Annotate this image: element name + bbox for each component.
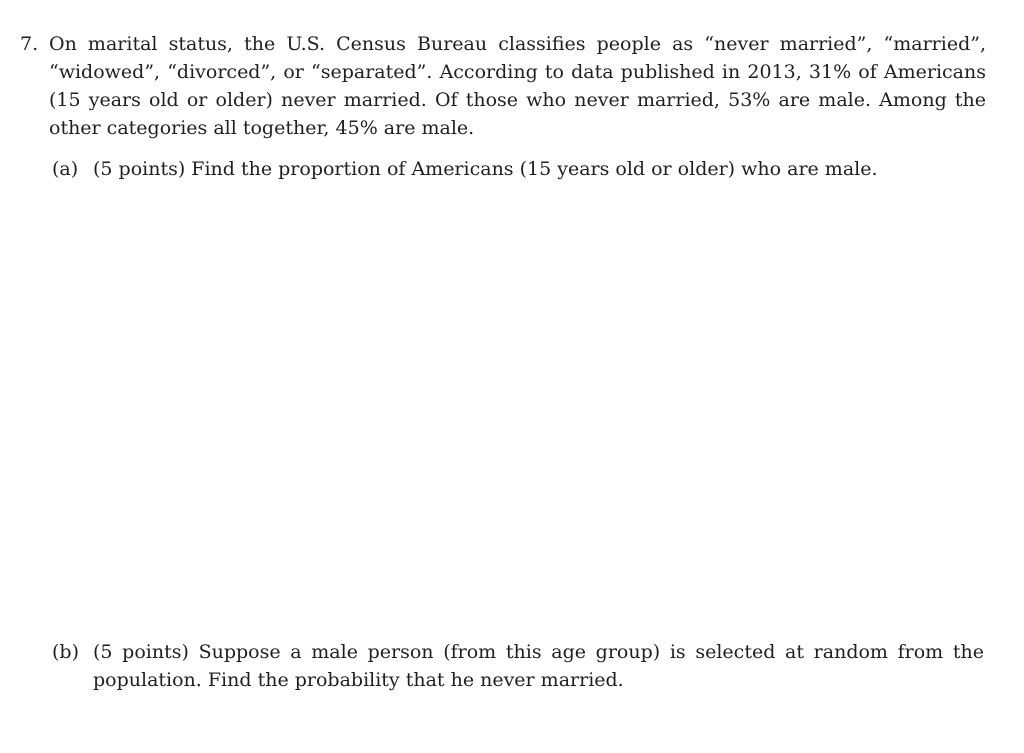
problem-number: 7. (20, 33, 39, 55)
part-a-text: (5 points) Find the proportion of Americans (15 years old or older) who are male. (93, 158, 878, 180)
part-a-answer-space (52, 190, 982, 630)
part-b-text: (5 points) Suppose a male person (from this age group) is selected at random from the population. Find the probability that he never married. (93, 641, 984, 691)
part-a (52, 155, 982, 183)
problem-statement: On marital status, the U.S. Census Bureau classifies people as “never married”, “married”, “widowed”, “divorced”, or “separated”. According to data published in 2013, 31% of Americans (15 years old or older) never married. Of those who never married, 53% are male. Among the other categories all together, 45% are male. (49, 33, 986, 139)
part-b (52, 638, 984, 694)
part-a-label: (a) (52, 158, 79, 180)
part-b-label: (b) (52, 641, 79, 663)
problem-7 (20, 30, 986, 142)
